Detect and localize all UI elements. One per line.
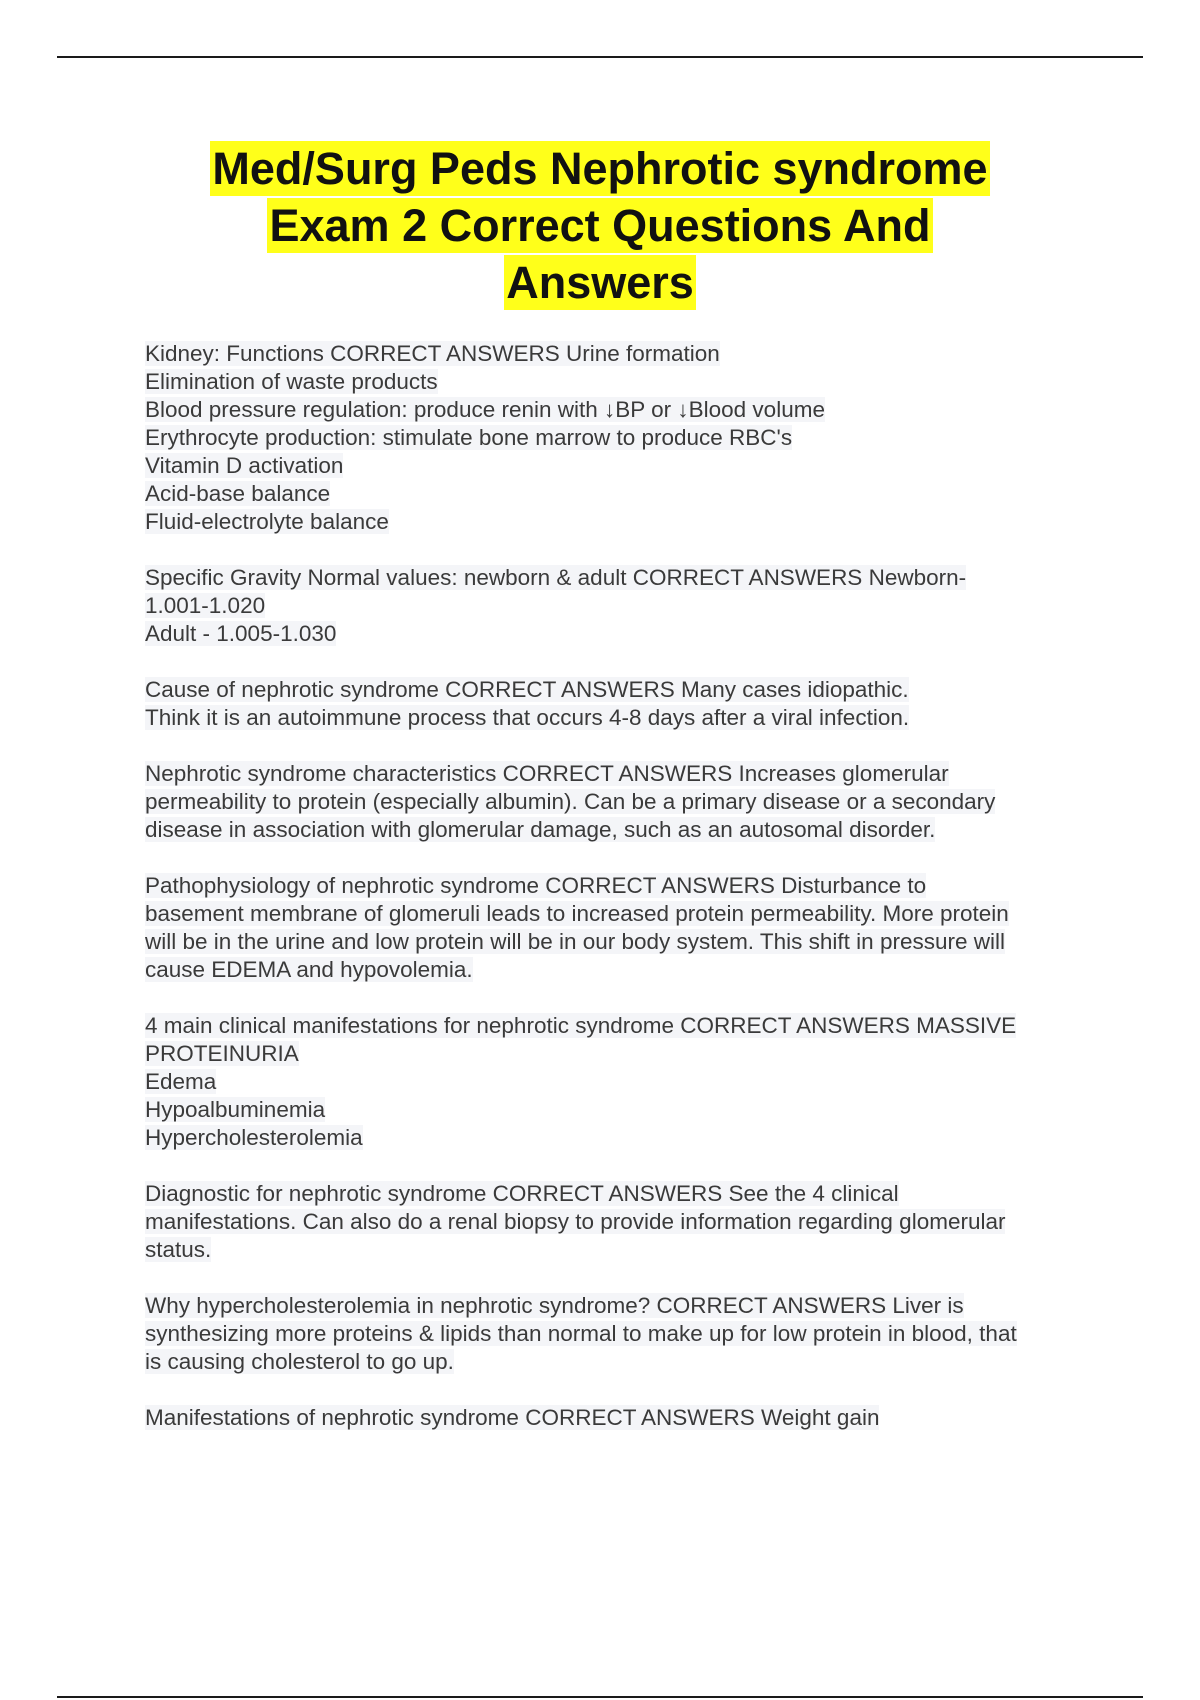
- qa-line: [145, 956, 1095, 984]
- qa-line-text: is causing cholesterol to go up.: [145, 1349, 454, 1374]
- qa-line: [145, 564, 1095, 592]
- qa-line: [145, 368, 1095, 396]
- qa-entry: [145, 564, 1095, 648]
- qa-line: [145, 900, 1095, 928]
- qa-entry: [145, 760, 1095, 844]
- document-body: [145, 340, 1095, 1460]
- qa-entry: [145, 872, 1095, 984]
- qa-line-text: Hypoalbuminemia: [145, 1097, 326, 1122]
- qa-line-text: synthesizing more proteins & lipids than normal to make up for low protein in blood, that: [145, 1321, 1017, 1346]
- qa-line-text: Specific Gravity Normal values: newborn & adult CORRECT ANSWERS Newborn-: [145, 565, 967, 590]
- qa-line-text: cause EDEMA and hypovolemia.: [145, 957, 473, 982]
- qa-line: [145, 816, 1095, 844]
- qa-line-text: PROTEINURIA: [145, 1041, 299, 1066]
- qa-line-text: Manifestations of nephrotic syndrome CORRECT ANSWERS Weight gain: [145, 1405, 880, 1430]
- qa-line-text: Kidney: Functions CORRECT ANSWERS Urine formation: [145, 341, 720, 366]
- qa-line-text: Diagnostic for nephrotic syndrome CORRECT ANSWERS See the 4 clinical: [145, 1181, 899, 1206]
- qa-line-text: Blood pressure regulation: produce renin with ↓BP or ↓Blood volume: [145, 397, 825, 422]
- qa-line: [145, 928, 1095, 956]
- qa-line-text: will be in the urine and low protein will be in our body system. This shift in pressure will: [145, 929, 1005, 954]
- qa-line-text: Hypercholesterolemia: [145, 1125, 363, 1150]
- qa-line-text: Why hypercholesterolemia in nephrotic syndrome? CORRECT ANSWERS Liver is: [145, 1293, 964, 1318]
- qa-entry: [145, 676, 1095, 732]
- qa-line-text: Edema: [145, 1069, 217, 1094]
- qa-line-text: Acid-base balance: [145, 481, 331, 506]
- qa-line: [145, 1208, 1095, 1236]
- qa-line-text: Fluid-electrolyte balance: [145, 509, 389, 534]
- qa-line: [145, 508, 1095, 536]
- qa-line-text: permeability to protein (especially albumin). Can be a primary disease or a secondary: [145, 789, 996, 814]
- qa-line: [145, 1348, 1095, 1376]
- qa-line: [145, 396, 1095, 424]
- title-line-2: Exam 2 Correct Questions And: [269, 200, 931, 251]
- qa-entry: [145, 1292, 1095, 1376]
- qa-entry: [145, 1012, 1095, 1152]
- qa-line-text: Vitamin D activation: [145, 453, 344, 478]
- bottom-rule: [57, 1696, 1143, 1698]
- qa-line: [145, 620, 1095, 648]
- qa-line-text: Adult - 1.005-1.030: [145, 621, 337, 646]
- document-title: [100, 140, 1100, 311]
- qa-line-text: Erythrocyte production: stimulate bone marrow to produce RBC's: [145, 425, 793, 450]
- qa-line: [145, 340, 1095, 368]
- qa-line-text: Pathophysiology of nephrotic syndrome CORRECT ANSWERS Disturbance to: [145, 873, 927, 898]
- title-line-3: Answers: [506, 257, 694, 308]
- qa-line: [145, 676, 1095, 704]
- qa-line: [145, 872, 1095, 900]
- qa-line: [145, 1236, 1095, 1264]
- qa-line: [145, 1180, 1095, 1208]
- qa-line: [145, 480, 1095, 508]
- qa-line: [145, 1124, 1095, 1152]
- qa-line: [145, 1068, 1095, 1096]
- qa-line-text: disease in association with glomerular damage, such as an autosomal disorder.: [145, 817, 936, 842]
- qa-line-text: Elimination of waste products: [145, 369, 438, 394]
- qa-line: [145, 592, 1095, 620]
- qa-line-text: 1.001-1.020: [145, 593, 266, 618]
- qa-line-text: Think it is an autoimmune process that occurs 4-8 days after a viral infection.: [145, 705, 910, 730]
- qa-line-text: manifestations. Can also do a renal biopsy to provide information regarding glomerular: [145, 1209, 1006, 1234]
- qa-entry: [145, 1180, 1095, 1264]
- qa-line: [145, 704, 1095, 732]
- qa-line-text: 4 main clinical manifestations for nephrotic syndrome CORRECT ANSWERS MASSIVE: [145, 1013, 1017, 1038]
- qa-line: [145, 1292, 1095, 1320]
- qa-entry: [145, 1404, 1095, 1432]
- qa-line: [145, 1040, 1095, 1068]
- qa-line-text: basement membrane of glomeruli leads to increased protein permeability. More protein: [145, 901, 1009, 926]
- qa-line-text: Cause of nephrotic syndrome CORRECT ANSWERS Many cases idiopathic.: [145, 677, 909, 702]
- top-rule: [57, 56, 1143, 58]
- qa-line: [145, 424, 1095, 452]
- qa-line-text: Nephrotic syndrome characteristics CORRECT ANSWERS Increases glomerular: [145, 761, 949, 786]
- qa-line: [145, 760, 1095, 788]
- qa-line: [145, 1012, 1095, 1040]
- qa-line-text: status.: [145, 1237, 212, 1262]
- qa-line: [145, 788, 1095, 816]
- qa-line: [145, 452, 1095, 480]
- qa-line: [145, 1320, 1095, 1348]
- qa-line: [145, 1096, 1095, 1124]
- qa-line: [145, 1404, 1095, 1432]
- title-line-1: Med/Surg Peds Nephrotic syndrome: [212, 143, 988, 194]
- qa-entry: [145, 340, 1095, 536]
